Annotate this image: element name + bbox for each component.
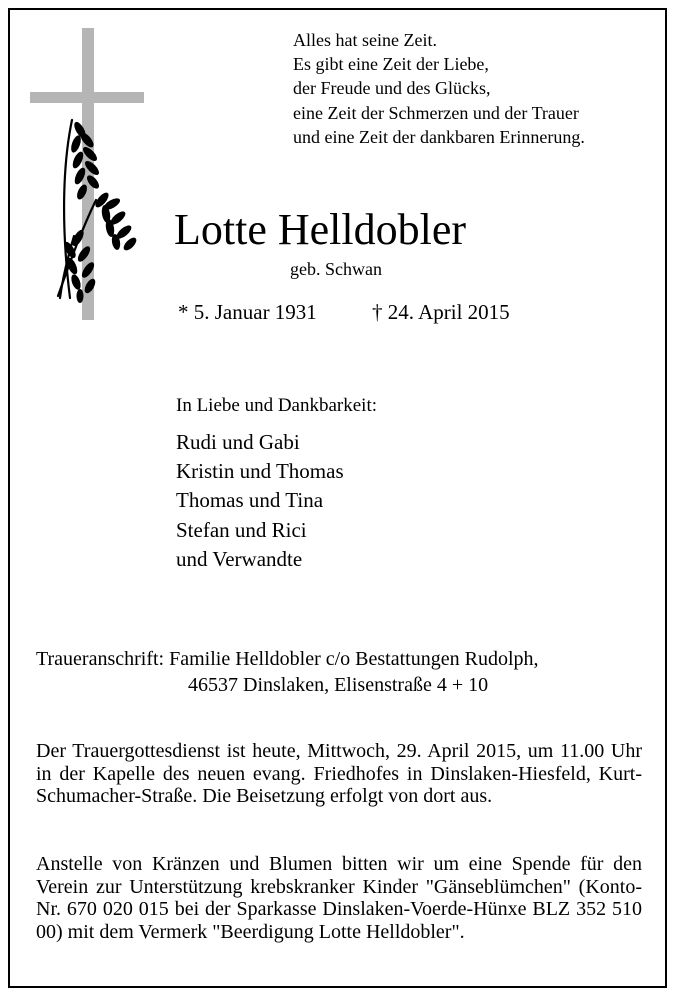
service-paragraph: Der Trauergottesdienst ist heute, Mittwoch, 29. April 2015, um 11.00 Uhr in der Kapelle des neuen evang. Friedhofes in Dinslaken-Hiesfeld, Kurt-Schumacher-Straße. Die Beisetzung erfolgt von dort aus.	[36, 740, 642, 808]
mourner-name: Thomas und Tina	[176, 488, 324, 513]
poem-line: Alles hat seine Zeit.	[293, 30, 437, 50]
birth-name: geb. Schwan	[290, 259, 382, 279]
mourning-address-line-2: 46537 Dinslaken, Elisenstraße 4 + 10	[188, 674, 489, 696]
cross-with-wheat-icon	[30, 28, 148, 324]
poem-line: und eine Zeit der dankbaren Erinnerung.	[293, 126, 585, 147]
mourner-name: Stefan und Rici	[176, 517, 307, 542]
poem-line: der Freude und des Glücks,	[293, 78, 491, 99]
wheat-ear-right	[93, 191, 138, 253]
poem-line: Es gibt eine Zeit der Liebe,	[293, 54, 489, 75]
mourners-list	[176, 428, 344, 574]
mourning-address-line-1: Traueranschrift: Familie Helldobler c/o Bestattungen Rudolph,	[36, 648, 539, 670]
mourner-name: Rudi und Gabi	[176, 430, 300, 454]
mourners-intro: In Liebe und Dankbarkeit:	[176, 395, 378, 416]
deceased-name: Lotte Helldobler	[174, 205, 467, 254]
birth-date: * 5. Januar 1931	[178, 300, 317, 324]
mourner-name: Kristin und Thomas	[176, 459, 344, 484]
donation-paragraph: Anstelle von Kränzen und Blumen bitten wir um eine Spende für den Verein zur Unterstützung krebskranker Kinder "Gänseblümchen" (Konto-Nr. 670 020 015 bei der Sparkasse Dinslaken-Voerde-Hünxe BLZ 352 510 00) mit dem Vermerk "Beerdigung Lotte Helldobler".	[36, 853, 642, 943]
poem-line: eine Zeit der Schmerzen und der Trauer	[293, 102, 579, 123]
cross-horizontal-beam	[30, 92, 144, 103]
poem	[293, 28, 585, 149]
mourner-name: und Verwandte	[176, 546, 303, 571]
death-date: † 24. April 2015	[372, 300, 510, 324]
